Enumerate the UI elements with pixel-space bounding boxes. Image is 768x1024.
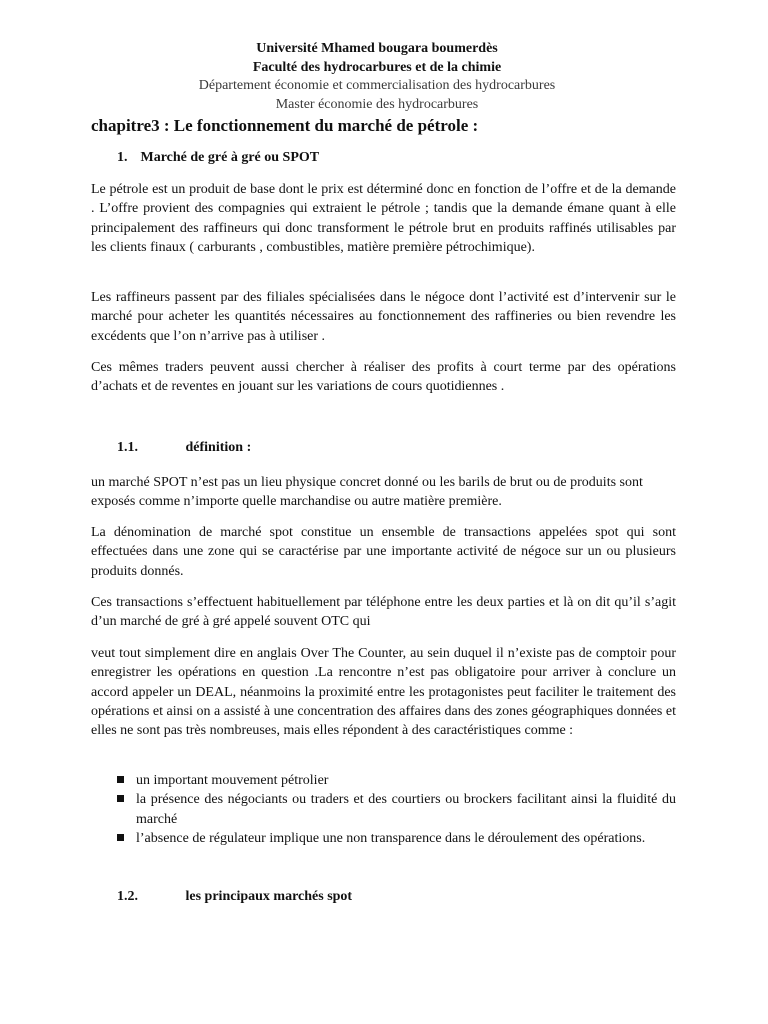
document-header: [0, 40, 754, 114]
chapter-title: chapitre3 : Le fonctionnement du marché de pétrole :: [91, 116, 479, 135]
section-title: les principaux marchés spot: [185, 889, 353, 904]
paragraph: Ces transactions s’effectuent habituellement par téléphone entre les deux parties et là on dit qu’il s’agit d’un marché de gré à gré appelé souvent OTC qui: [91, 595, 676, 630]
section-heading-1-2: [117, 889, 352, 905]
paragraph: Les raffineurs passent par des filiales spécialisées dans le négoce dont l’activité est d’intervenir sur le marché pour acheter les quantités nécessaires au fonctionnement des raffineries ou bien revendre les excédents que l’on n’arrive pas à utiliser .: [91, 290, 676, 344]
paragraph: veut tout simplement dire en anglais Over The Counter, au sein duquel il n’existe pas de comptoir pour enregistrer les opérations en question .La rencontre n’est pas obligatoire pour arriver à conclure un accord appeler un DEAL, néanmoins la proximité entre les protagonistes peut faciliter le traitement des opérations et ainsi on a assisté à une concentration des affaires dans des zones géographiques données et elles ne sont pas très nombreuses, mais elles répondent à des caractéristiques comme :: [91, 646, 676, 739]
paragraph: La dénomination de marché spot constitue un ensemble de transactions appelées spot qui sont effectuées dans une zone qui se caractérise par une importante activité de négoce sur un ou plusieurs produits donnés.: [91, 525, 676, 579]
university-name: Université Mhamed bougara boumerdès: [256, 41, 498, 56]
section-number: 1.2.: [117, 889, 138, 904]
list-item: la présence des négociants ou traders et des courtiers ou brockers facilitant ainsi la fluidité du marché: [91, 790, 676, 829]
paragraph: Ces mêmes traders peuvent aussi chercher à réaliser des profits à court terme par des opérations d’achats et de reventes en jouant sur les variations de cours quotidiennes .: [91, 360, 676, 395]
paragraph: un marché SPOT n’est pas un lieu physique concret donné ou les barils de brut ou de produits sont exposés comme n’importe quelle marchandise ou autre matière première.: [91, 475, 643, 510]
faculty-name: Faculté des hydrocarbures et de la chimie: [252, 59, 502, 75]
section-heading-1: [117, 150, 319, 166]
list-item: un important mouvement pétrolier: [91, 771, 676, 790]
list-item: l’absence de régulateur implique une non transparence dans le déroulement des opérations.: [91, 829, 676, 848]
bullet-square-icon: [117, 795, 124, 802]
section-number: 1.1.: [117, 440, 138, 455]
section-title: définition :: [185, 440, 252, 455]
section-title: Marché de gré à gré ou SPOT: [140, 150, 320, 165]
master-name: Master économie des hydrocarbures: [275, 96, 479, 112]
bullet-square-icon: [117, 776, 124, 783]
bullet-square-icon: [117, 834, 124, 841]
department-name: Département économie et commercialisation des hydrocarbures: [198, 78, 556, 93]
paragraph: Le pétrole est un produit de base dont le prix est déterminé donc en fonction de l’offre et de la demande . L’offre provient des compagnies qui extraient le pétrole ; tandis que la demande émane quant à elle principalement des raffineurs qui donc transforment le pétrole brut en produits raffinés utilisables par les clients finaux ( carburants , combustibles, matière première pétrochimique).: [91, 182, 676, 255]
section-heading-1-1: [117, 440, 251, 456]
bullet-list: [91, 771, 676, 848]
section-number: 1.: [117, 150, 128, 165]
